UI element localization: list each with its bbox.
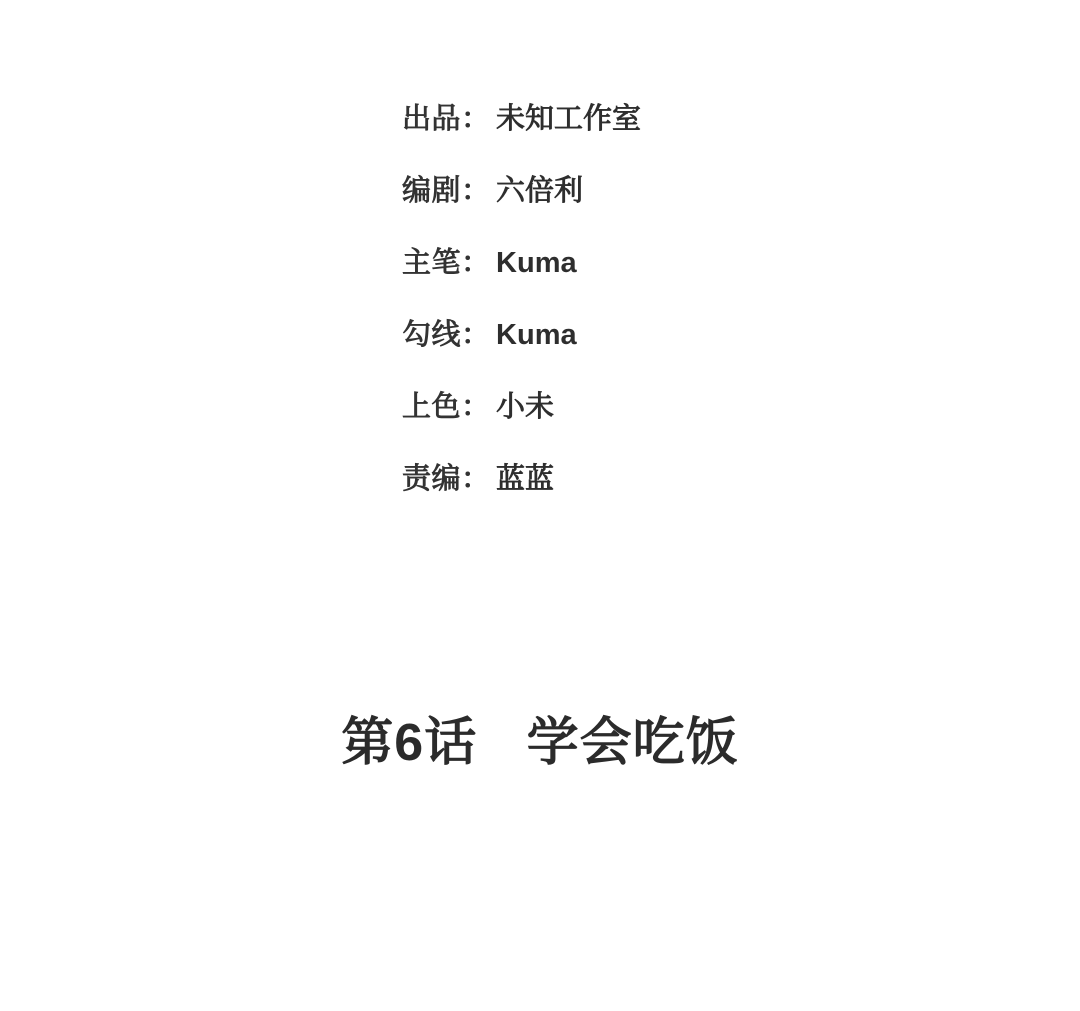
credit-row [0, 96, 1080, 168]
credit-role: 出品 [402, 103, 462, 135]
credit-name: 未知工作室 [496, 103, 642, 135]
credit-role: 勾线 [402, 319, 462, 351]
credit-separator: ： [461, 391, 491, 423]
credit-name: Kuma [496, 319, 577, 351]
chapter-name: 学会吃饭 [526, 714, 739, 772]
credit-role: 编剧 [402, 175, 462, 207]
chapter-number: 第6话 [341, 714, 478, 772]
credit-row [0, 312, 1080, 384]
credit-role: 责编 [402, 463, 462, 495]
credit-name: 六倍利 [496, 175, 584, 207]
credit-name: 小未 [496, 391, 555, 423]
credit-separator: ： [461, 463, 491, 495]
credit-row [0, 384, 1080, 456]
credit-row [0, 456, 1080, 528]
credits-list [0, 96, 1080, 528]
credit-row [0, 240, 1080, 312]
credit-row [0, 168, 1080, 240]
credit-separator: ： [461, 103, 491, 135]
credit-separator: ： [461, 247, 491, 279]
credit-name: 蓝蓝 [496, 463, 555, 495]
credit-separator: ： [461, 319, 491, 351]
credit-role: 上色 [402, 391, 462, 423]
credit-role: 主笔 [402, 247, 462, 279]
credit-name: Kuma [496, 247, 577, 279]
credit-separator: ： [461, 175, 491, 207]
chapter-title [0, 700, 1080, 775]
